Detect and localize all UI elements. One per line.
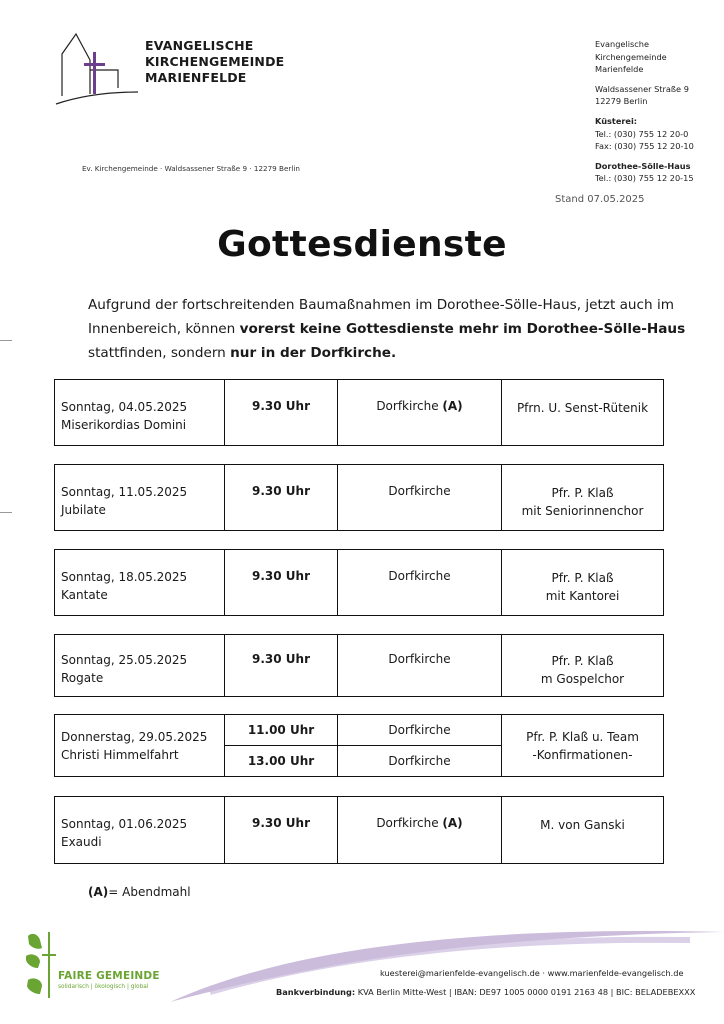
contact-org: Kirchengemeinde — [595, 51, 667, 62]
faire-gemeinde-subtitle: solidarisch | ökologisch | global — [58, 984, 149, 990]
service-date-cell — [55, 465, 225, 530]
service-lead-line: M. von Ganski — [540, 818, 625, 832]
kuesterei-tel: Tel.: (030) 755 12 20-0 — [595, 128, 689, 139]
service-place-split — [338, 715, 502, 776]
abendmahl-mark: (A) — [442, 399, 463, 413]
intro-paragraph — [88, 293, 698, 365]
service-time: 9.30 Uhr — [225, 550, 338, 615]
service-row — [54, 796, 664, 864]
service-lead — [502, 797, 663, 863]
service-time: 13.00 Uhr — [247, 754, 315, 768]
service-lead-line: Pfrn. U. Senst-Rütenik — [516, 401, 649, 415]
fold-mark — [0, 340, 12, 341]
logo-wordmark — [145, 38, 284, 86]
bank-label: Bankverbindung: — [276, 987, 356, 997]
service-name: Kantate — [61, 588, 108, 602]
stand-date: Stand 07.05.2025 — [555, 194, 645, 205]
church-logo-icon — [52, 30, 144, 108]
service-date-cell — [55, 715, 225, 776]
intro-bold: nur in der Dorfkirche. — [230, 345, 397, 361]
service-row — [54, 714, 664, 777]
service-place — [338, 797, 502, 863]
legend-text: = Abendmahl — [108, 885, 191, 899]
service-name: Jubilate — [61, 503, 106, 517]
service-lead-line: Pfr. P. Klaß — [551, 486, 614, 500]
service-place: Dorfkirche — [338, 465, 502, 530]
fold-mark — [0, 512, 12, 513]
logo-line: MARIENFELDE — [145, 70, 247, 85]
service-lead-line: Pfr. P. Klaß u. Team — [526, 729, 639, 744]
logo-line: EVANGELISCHE — [145, 38, 254, 53]
service-lead-line: Pfr. P. Klaß — [551, 654, 614, 668]
service-name: Rogate — [61, 671, 104, 685]
faire-gemeinde-logo-icon — [24, 930, 58, 1002]
page-title: Gottesdienste — [217, 224, 507, 265]
service-date-cell — [55, 380, 225, 445]
service-lead — [502, 465, 663, 530]
intro-text: Aufgrund der fortschreitenden Baumaßnahmen im Dorothee-Sölle-Haus, jetzt auch im Innenbereich, können — [88, 297, 674, 337]
service-day: Sonntag, 04.05.2025 — [61, 400, 188, 414]
dsh-label: Dorothee-Sölle-Haus — [595, 160, 691, 171]
footer-bank — [276, 987, 695, 997]
service-place: Dorfkirche — [338, 715, 501, 746]
service-place — [338, 380, 502, 445]
legend — [88, 885, 191, 899]
service-lead-line: -Konfirmationen- — [532, 747, 633, 762]
service-place: Dorfkirche — [388, 754, 451, 768]
kuesterei-fax: Fax: (030) 755 12 20-10 — [595, 141, 694, 152]
service-time: 9.30 Uhr — [225, 635, 338, 696]
contact-block — [595, 38, 720, 185]
service-lead-line: mit Seniorinnenchor — [521, 504, 644, 518]
logo-line: KIRCHENGEMEINDE — [145, 54, 285, 69]
intro-text: stattfinden, sondern — [88, 345, 231, 361]
service-name: Exaudi — [61, 835, 102, 849]
service-date-cell — [55, 797, 225, 863]
service-day: Donnerstag, 29.05.2025 — [61, 729, 208, 744]
footer-website[interactable]: www.marienfelde-evangelisch.de — [547, 968, 684, 978]
service-lead — [502, 550, 663, 615]
service-row — [54, 379, 664, 446]
service-time: 9.30 Uhr — [225, 465, 338, 530]
contact-org: Evangelische — [595, 39, 650, 49]
service-time: 11.00 Uhr — [225, 715, 337, 746]
sender-line: Ev. Kirchengemeinde · Waldsassener Straße 9 · 12279 Berlin — [82, 164, 300, 173]
service-lead — [502, 635, 663, 696]
service-lead-line: mit Kantorei — [545, 589, 620, 603]
service-time-split — [225, 715, 338, 776]
service-time: 9.30 Uhr — [225, 380, 338, 445]
service-lead — [502, 715, 663, 776]
bank-details: KVA Berlin Mitte-West | IBAN: DE97 1005 0000 0191 2163 48 | BIC: BELADEBEXXX — [355, 987, 696, 997]
service-time: 9.30 Uhr — [225, 797, 338, 863]
contact-city: 12279 Berlin — [595, 96, 648, 107]
abendmahl-mark: (A) — [442, 816, 463, 830]
service-day: Sonntag, 25.05.2025 — [61, 653, 188, 667]
service-day: Sonntag, 11.05.2025 — [61, 485, 188, 499]
kuesterei-label: Küsterei: — [595, 115, 638, 126]
service-date-cell — [55, 635, 225, 696]
service-name: Christi Himmelfahrt — [61, 747, 179, 762]
service-row — [54, 464, 664, 531]
service-date-cell — [55, 550, 225, 615]
service-lead — [502, 380, 663, 445]
service-place: Dorfkirche — [338, 635, 502, 696]
dsh-tel: Tel.: (030) 755 12 20-15 — [595, 173, 694, 184]
service-place: Dorfkirche — [338, 550, 502, 615]
service-name: Miserikordias Domini — [61, 418, 187, 432]
footer-email[interactable]: kuesterei@marienfelde-evangelisch.de — [380, 968, 540, 978]
service-row — [54, 634, 664, 697]
faire-gemeinde-title: FAIRE GEMEINDE — [58, 970, 160, 982]
service-day: Sonntag, 18.05.2025 — [61, 570, 188, 584]
service-day: Sonntag, 01.06.2025 — [61, 817, 188, 831]
contact-street: Waldsassener Straße 9 — [595, 83, 689, 94]
contact-org: Marienfelde — [595, 64, 644, 75]
service-row — [54, 549, 664, 616]
footer-contact — [380, 968, 684, 978]
service-place-text: Dorfkirche — [376, 816, 443, 830]
legend-mark: (A) — [88, 885, 109, 899]
service-lead-line: Pfr. P. Klaß — [551, 571, 614, 585]
intro-bold: vorerst keine Gottesdienste mehr im Dorothee-Sölle-Haus — [239, 321, 686, 337]
service-place-text: Dorfkirche — [376, 399, 443, 413]
footer-separator: · — [539, 968, 548, 978]
service-lead-line: m Gospelchor — [540, 672, 625, 686]
